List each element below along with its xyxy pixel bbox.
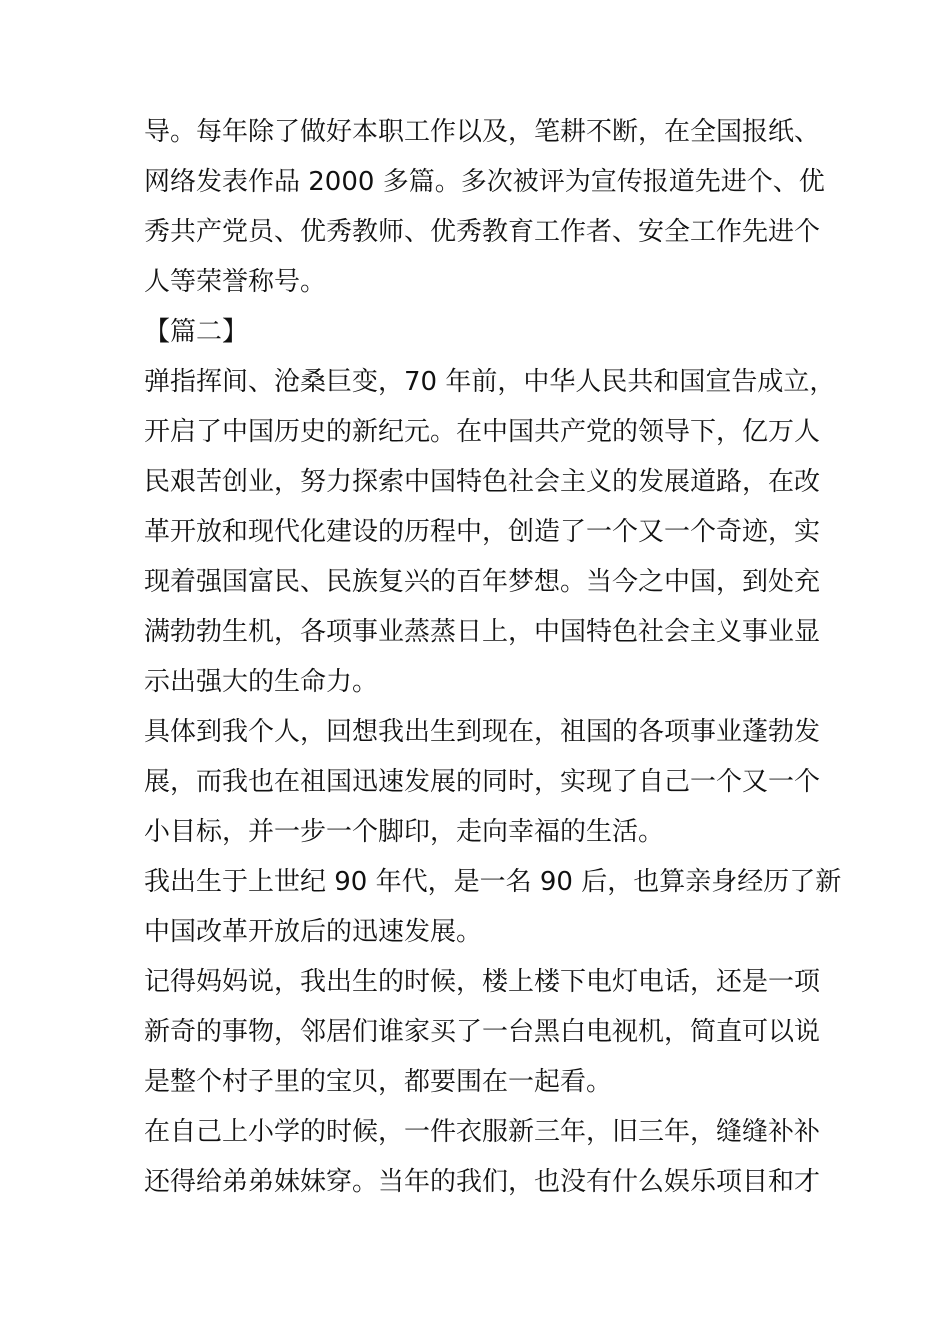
text-line: 我出生于上世纪 90 年代，是一名 90 后，也算亲身经历了新 (144, 867, 842, 897)
text-line: 现着强国富民、民族复兴的百年梦想。当今之中国，到处充 (144, 567, 821, 597)
text-line: 展，而我也在祖国迅速发展的同时，实现了自己一个又一个 (144, 767, 821, 797)
text-line: 具体到我个人，回想我出生到现在，祖国的各项事业蓬勃发 (144, 717, 821, 747)
text-line: 秀共产党员、优秀教师、优秀教育工作者、安全工作先进个 (144, 217, 821, 247)
text-line: 小目标，并一步一个脚印，走向幸福的生活。 (144, 817, 665, 847)
text-line: 中国改革开放后的迅速发展。 (144, 917, 483, 947)
text-line: 人等荣誉称号。 (144, 267, 327, 297)
text-line: 开启了中国历史的新纪元。在中国共产党的领导下，亿万人 (144, 417, 821, 447)
text-line: 弹指挥间、沧桑巨变，70 年前，中华人民共和国宣告成立， (144, 367, 836, 397)
text-line: 满勃勃生机，各项事业蒸蒸日上，中国特色社会主义事业显 (144, 617, 821, 647)
text-line: 导。每年除了做好本职工作以及，笔耕不断，在全国报纸、 (144, 117, 821, 147)
text-line: 记得妈妈说，我出生的时候，楼上楼下电灯电话，还是一项 (144, 967, 821, 997)
text-line: 是整个村子里的宝贝，都要围在一起看。 (144, 1067, 613, 1097)
text-line: 网络发表作品 2000 多篇。多次被评为宣传报道先进个、优 (144, 167, 825, 197)
text-line: 民艰苦创业，努力探索中国特色社会主义的发展道路，在改 (144, 467, 821, 497)
text-line: 新奇的事物，邻居们谁家买了一台黑白电视机，简直可以说 (144, 1017, 821, 1047)
text-line: 革开放和现代化建设的历程中，创造了一个又一个奇迹，实 (144, 517, 821, 547)
text-line: 在自己上小学的时候，一件衣服新三年，旧三年，缝缝补补 (144, 1117, 821, 1147)
text-line: 还得给弟弟妹妹穿。当年的我们，也没有什么娱乐项目和才 (144, 1167, 821, 1197)
section-heading: 【篇二】 (144, 317, 249, 347)
text-line: 示出强大的生命力。 (144, 667, 379, 697)
